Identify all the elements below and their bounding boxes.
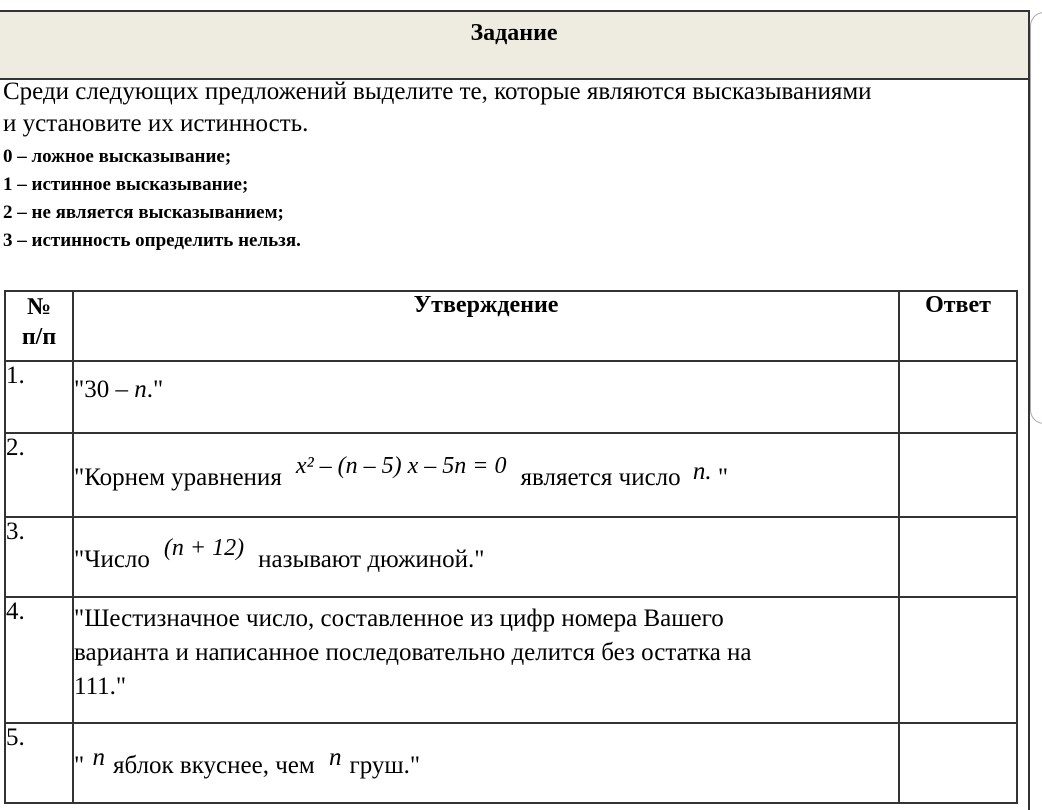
answer-cell[interactable] — [899, 517, 1017, 597]
table-row — [5, 597, 1017, 723]
answer-cell[interactable] — [899, 433, 1017, 517]
variable-n: n — [134, 376, 147, 403]
equation-formula: x² – (n – 5) x – 5n = 0 — [295, 453, 507, 479]
instructions-text — [3, 76, 1027, 140]
code-1: 1 – истинное высказывание; — [3, 174, 249, 195]
row-number: 5. — [5, 723, 73, 803]
header-number: № п/п — [5, 291, 73, 361]
variable-n: n — [92, 744, 105, 771]
instructions-line-2: и установите их истинность. — [3, 110, 309, 137]
row-number: 1. — [5, 361, 73, 433]
variable-n: n — [328, 744, 342, 771]
row-statement: " n яблок вкуснее, чем n груш." — [73, 723, 899, 803]
header-statement: Утверждение — [73, 291, 899, 361]
code-0: 0 – ложное высказывание; — [3, 146, 232, 167]
statements-table — [4, 290, 1018, 804]
table-row — [5, 723, 1017, 803]
row-statement: "Число (n + 12) называют дюжиной." — [73, 517, 899, 597]
answer-codes-legend — [3, 143, 301, 255]
instructions-line-1: Среди следующих предложений выделите те, которые являются высказываниями — [3, 78, 872, 105]
row-statement: "30 – n." — [73, 361, 899, 433]
header-answer: Ответ — [899, 291, 1017, 361]
row-number: 3. — [5, 517, 73, 597]
expression-formula: (n + 12) — [163, 535, 245, 561]
table-row — [5, 433, 1017, 517]
variable-n: n. — [692, 458, 712, 485]
answer-cell[interactable] — [899, 597, 1017, 723]
row-statement: "Шестизначное число, составленное из цифр номера Вашего варианта и написанное последовательно делится без остатка на 111." — [73, 597, 899, 723]
table-row — [5, 361, 1017, 433]
code-2: 2 – не является высказыванием; — [3, 202, 284, 223]
table-header-row — [5, 291, 1017, 361]
answer-cell[interactable] — [899, 723, 1017, 803]
row-number: 2. — [5, 433, 73, 517]
row-statement: "Корнем уравнения x² – (n – 5) x – 5n = 0 является число n. " — [73, 433, 899, 517]
task-header — [0, 12, 1028, 80]
side-frame-decoration — [1030, 12, 1042, 424]
answer-cell[interactable] — [899, 361, 1017, 433]
table-row — [5, 517, 1017, 597]
row-number: 4. — [5, 597, 73, 723]
code-3: 3 – истинность определить нельзя. — [3, 230, 301, 251]
task-title: Задание — [470, 20, 558, 46]
